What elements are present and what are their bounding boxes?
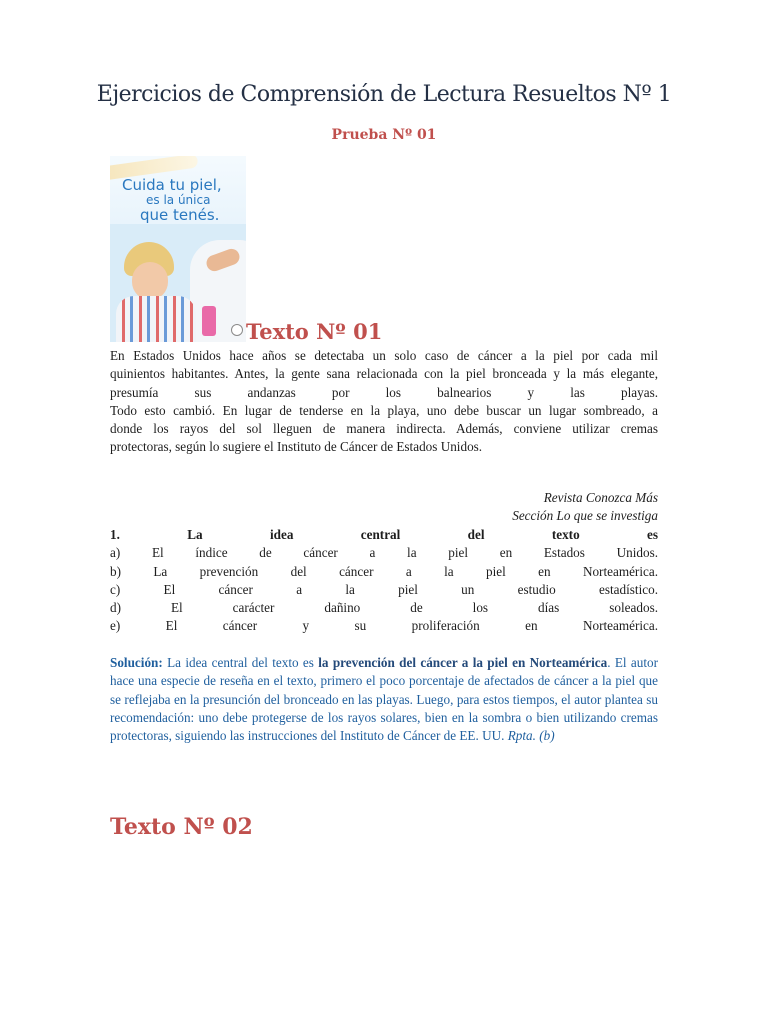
- poster-logo-icon: [231, 324, 243, 336]
- paragraph-line: En Estados Unidos hace años se detectaba un solo caso de cáncer a la piel por cada mil: [110, 348, 658, 363]
- solution-answer: Rpta. (b): [507, 728, 555, 744]
- page-title: Ejercicios de Comprensión de Lectura Resueltos Nº 1: [96, 82, 672, 107]
- solution-label: Solución:: [110, 655, 163, 670]
- paragraph-line: Todo esto cambió. En lugar de tenderse en la playa, uno debe buscar un lugar sombreado, a: [110, 402, 658, 418]
- poster-text-line-2: es la única: [146, 193, 211, 207]
- solution-intro: La idea central del texto es: [162, 655, 314, 670]
- question-1: [110, 526, 658, 636]
- poster-child-face: [132, 262, 168, 300]
- paragraph-line: protectoras, según lo sugiere el Instituto de Cáncer de Estados Unidos.: [110, 439, 483, 455]
- skin-care-poster-image: [110, 156, 246, 342]
- source-citation: [110, 489, 658, 526]
- option-c: c) El cáncer a la piel un estudio estadístico.: [110, 581, 658, 597]
- source-magazine: Revista Conozca Más: [543, 490, 658, 505]
- option-e: e) El cáncer y su proliferación en Norteamérica.: [110, 618, 658, 634]
- test-subtitle: Prueba Nº 01: [331, 127, 437, 143]
- paragraph-line: presumía sus andanzas por los balnearios y las playas.: [110, 384, 658, 400]
- source-section: Sección Lo que se investiga: [512, 508, 658, 524]
- solution-highlight: la prevención del cáncer a la piel en Norteamérica: [318, 655, 608, 670]
- option-a: a) El índice de cáncer a la piel en Estados Unidos.: [110, 545, 658, 561]
- poster-text-line-1: Cuida tu piel,: [122, 176, 222, 194]
- poster-sunscreen-bottle: [202, 306, 216, 336]
- paragraph-line: quinientos habitantes. Antes, la gente sana relacionada con la piel bronceada y la más elegante,: [110, 366, 658, 382]
- question-stem: 1. La idea central del texto es: [110, 527, 658, 542]
- solution-1: [110, 654, 658, 745]
- texto-01-paragraph: [110, 347, 658, 457]
- texto-01-heading: Texto Nº 01: [246, 319, 383, 344]
- paragraph-line: donde los rayos del sol lleguen de manera indirecta. Además, conviene utilizar cremas: [110, 421, 658, 437]
- poster-child-shirt: [116, 296, 196, 342]
- texto-02-heading: Texto Nº 02: [110, 814, 253, 840]
- option-d: d) El carácter dañino de los días soleados.: [110, 600, 658, 616]
- option-b: b) La prevención del cáncer a la piel en Norteamérica.: [110, 563, 658, 579]
- poster-text-line-3: que tenés.: [140, 206, 220, 224]
- solution-body: . El autor hace una especie de reseña en el texto, primero el poco porcentaje de afectados de cáncer a la piel que se reflejaba en la presunción del bronceado en las playas. Luego, para estos tiempos, el autor plantea su recomendación: uno debe protegerse de los rayos solares, bien en la sombra o bien utilizando cremas protectoras, siguiendo las instrucciones del Instituto de Cáncer de EE. UU.: [110, 655, 659, 744]
